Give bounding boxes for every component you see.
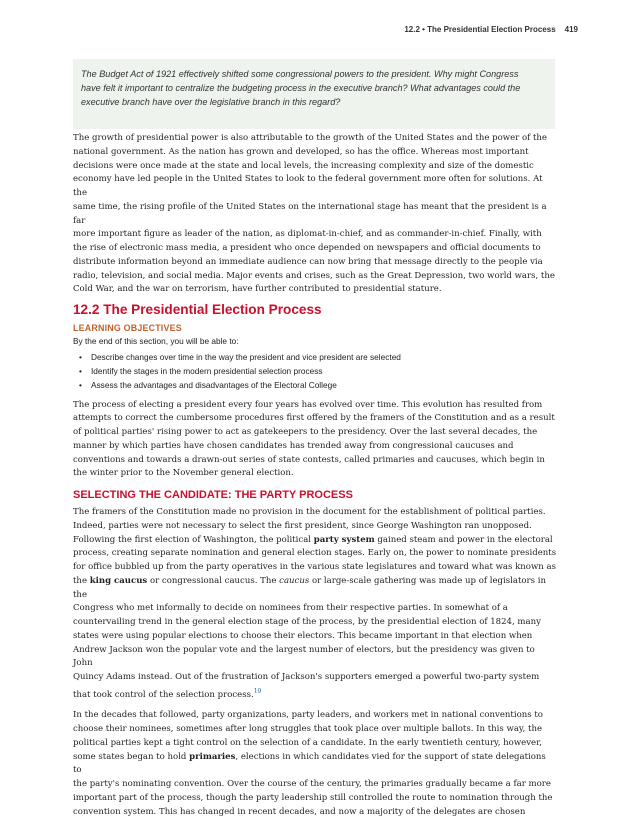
text-run: or large-scale gathering was made up of legislators in the — [73, 575, 546, 600]
text-line: Andrew Jackson won the popular vote and the largest number of electors, but the presidency was given to John — [73, 644, 535, 669]
text-line: the party's nominating convention. Over the course of the century, the primaries gradually became a far more — [73, 779, 551, 790]
objective-text: Identify the stages in the modern presidential selection process — [91, 365, 323, 376]
paragraph-presidential-growth — [73, 132, 557, 297]
italic-term-caucus: caucus — [279, 575, 310, 586]
text-line: Indeed, parties were not necessary to select the first president, since George Washington ran unopposed. — [73, 520, 532, 531]
text-run: or congressional caucus. The — [147, 575, 280, 586]
objective-text: Describe changes over time in the way the president and vice president are selected — [91, 351, 401, 362]
key-term-party-system: party system — [313, 534, 375, 545]
text-line: The framers of the Constitution made no provision in the document for the establishment of political parties. — [73, 507, 546, 517]
paragraph-party-process — [73, 506, 557, 702]
text-run: , elections in which candidates vied for the support of state delegations to — [73, 751, 546, 776]
running-head-section: 12.2 • The Presidential Election Process — [404, 25, 556, 34]
text-line: Cold War, and the war on terrorism, have further contributed to presidential stature. — [73, 284, 442, 295]
text-line: In the decades that followed, party organizations, party leaders, and workers met in national conventions to — [73, 710, 543, 721]
bullet: • — [79, 379, 82, 390]
text-line: that took control of the selection process. — [73, 689, 254, 700]
text-run: some states began to hold — [73, 751, 190, 762]
text-line: choose their nominees, sometimes after long struggles that took place over multiple ballots. In this way, the — [73, 724, 543, 735]
text-line: process, creating separate nomination and general election stages. Early on, the power to nominate presidents — [73, 548, 557, 559]
key-term-king-caucus: king caucus — [89, 575, 148, 586]
text-line: Congress who met informally to decide on nominees from their respective parties. In somewhat of a — [73, 603, 508, 614]
main-content — [73, 132, 557, 819]
subsection-title: SELECTING THE CANDIDATE: THE PARTY PROCESS — [73, 489, 353, 501]
text-line: the rise of electronic mass media, a president who once depended on newspapers and official documents to — [73, 243, 541, 253]
learning-objectives-intro: By the end of this section, you will be able to: — [73, 336, 239, 346]
objective-text: Assess the advantages and disadvantages of the Electoral College — [91, 379, 337, 390]
text-run: gained steam and power in the electoral — [374, 534, 553, 545]
page-number: 419 — [564, 25, 578, 34]
key-term-primaries: primaries — [189, 751, 236, 762]
critical-thinking-callout — [73, 59, 555, 129]
callout-line: executive branch have over the legislative branch in this regard? — [81, 97, 341, 107]
text-line: states were using popular elections to choose their electors. This became important in that election when — [73, 630, 533, 641]
text-line: countervailing trend in the general election stage of the process, by the presidential election of 1824, many — [73, 617, 541, 627]
paragraph-gap — [73, 702, 557, 709]
learning-objectives-list — [73, 350, 557, 392]
text-line: political parties kept a tight control on the selection of a candidate. In the early twentieth century, however, — [73, 737, 542, 748]
callout-line: The Budget Act of 1921 effectively shifted some congressional powers to the president. Why might Congress — [81, 69, 519, 79]
text-run: Following the first election of Washington, the political — [73, 534, 314, 545]
bullet: • — [79, 351, 82, 362]
text-line: of political parties' rising power to act as gatekeepers to the presidency. Over the last several decades, the — [73, 427, 538, 437]
text-line: Quincy Adams instead. Out of the frustration of Jackson's supporters emerged a powerful two-party system — [73, 672, 540, 682]
objective-item — [79, 364, 557, 378]
text-line: attempts to correct the cumbersome procedures first offered by the framers of the Constitution and as a result — [73, 413, 555, 424]
objective-item — [79, 350, 557, 364]
text-line: The process of electing a president every four years has evolved over time. This evolution has resulted from — [73, 399, 543, 410]
text-line: more important figure as leader of the nation, as diplomat-in-chief, and as commander-in-chief. Finally, with — [73, 229, 542, 240]
text-line: The growth of presidential power is also attributable to the growth of the United States and the power of the — [73, 133, 547, 143]
text-line: economy have led people in the United States to look to the federal government more often for solutions. At the — [73, 174, 543, 198]
text-line: distribute information beyond an immediate audience can now bring that message directly to the people via — [73, 256, 543, 267]
footnote-reference[interactable]: 19 — [253, 687, 262, 695]
objective-item — [79, 378, 557, 392]
running-head — [404, 25, 578, 34]
bullet: • — [79, 365, 82, 376]
text-line: national government. As the nation has grown and developed, so has the office. Whereas most important — [73, 146, 529, 157]
text-line: the winter prior to the November general election. — [73, 468, 294, 479]
callout-line: have felt it important to centralize the budgeting process in the executive branch? What advantages could the — [81, 83, 521, 93]
text-line: radio, television, and social media. Major events and crises, such as the Great Depression, two world wars, the — [73, 270, 555, 281]
text-run: the — [73, 575, 90, 586]
text-line: important part of the process, though the party leadership still controlled the route to nomination through the — [73, 792, 553, 803]
paragraph-conventions — [73, 709, 557, 819]
text-line: decisions were once made at the state and local levels, the increasing complexity and size of the domestic — [73, 160, 534, 171]
paragraph-election-process — [73, 399, 557, 482]
section-title: 12.2 The Presidential Election Process — [73, 302, 322, 317]
text-line: for office bubbled up from the party operatives in the various state legislatures and toward what was known as — [73, 562, 556, 572]
text-line: convention system. This has changed in recent decades, and now a majority of the delegates are chosen — [73, 806, 526, 817]
learning-objectives-heading: LEARNING OBJECTIVES — [73, 323, 182, 333]
text-line: same time, the rising profile of the United States on the international stage has meant that the president is a far — [73, 201, 547, 226]
text-line: conventions and towards a drawn-out series of state contests, called primaries and caucuses, which begin in — [73, 454, 545, 465]
text-line: manner by which parties have chosen candidates has trended away from congressional caucuses and — [73, 440, 514, 451]
